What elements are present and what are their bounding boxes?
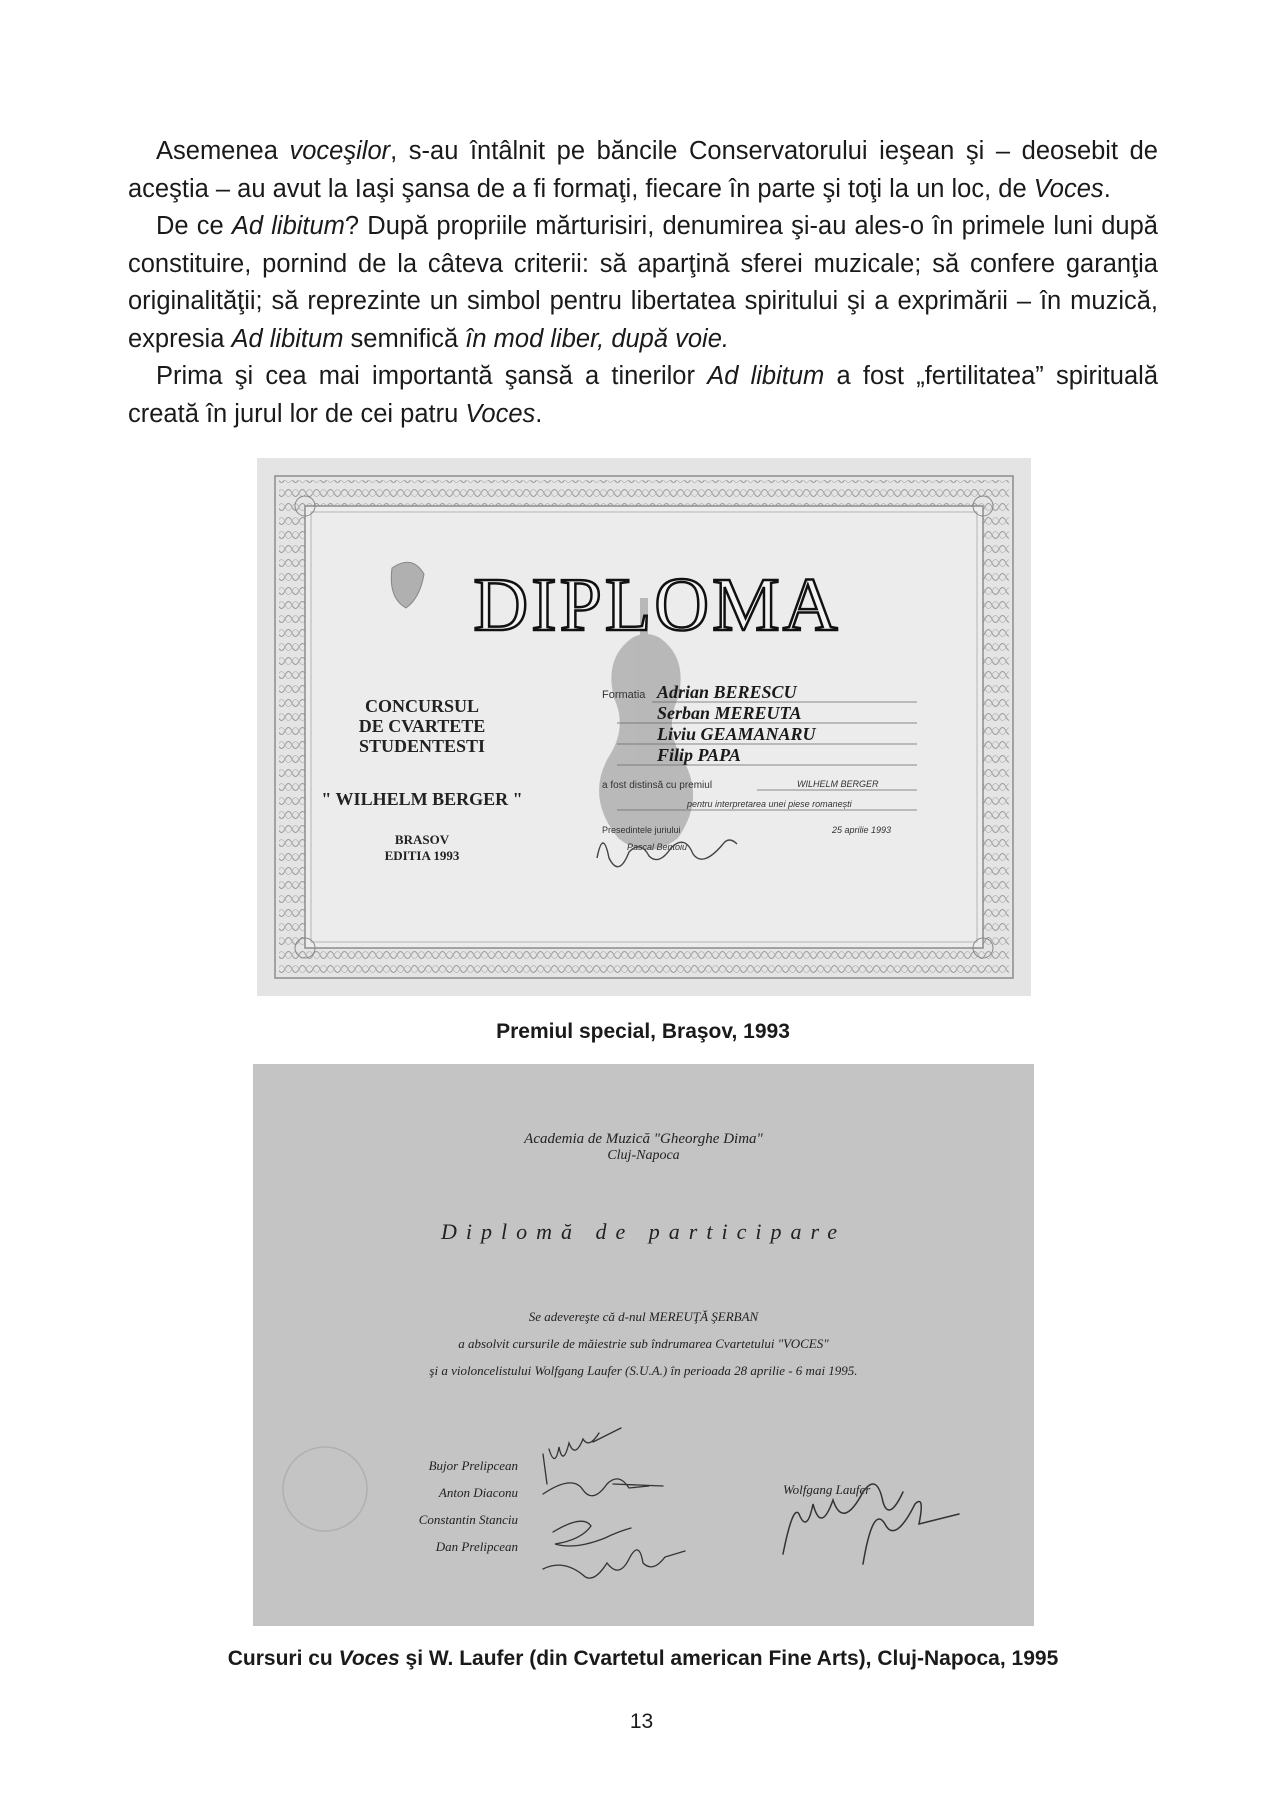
contest-line-2: DE CVARTETE [358, 716, 486, 736]
cluj-line-3: şi a violoncelistului Wolfgang Laufer (S.U.A.) în perioada 28 aprilie - 6 mai 1995. [429, 1363, 858, 1378]
signer-2: Anton Diaconu [438, 1485, 518, 1500]
guest-signer: Wolfgang Laufer [783, 1482, 871, 1497]
paragraph-2: De ce Ad libitum? După propriile mărturisiri, denumirea şi-au ales-o în primele luni după constituire, pornind de la câteva criterii: să aparţină sferei muzicale; să confere garanţia originalităţii; să reprezinte un simbol pentru libertatea spiritului şi a exprimării – în muzică, expresia Ad libitum semnifică în mod liber, după voie. [128, 212, 1158, 353]
caption-1: Premiul special, Braşov, 1993 [496, 1020, 790, 1043]
award-reason: pentru interpretarea unei piese romanești [687, 799, 852, 809]
stamp-icon [283, 1447, 367, 1531]
jury-label: Presedintele juriului [602, 825, 681, 835]
signature-2 [543, 1479, 663, 1496]
cluj-institution: Academia de Muzică "Gheorghe Dima" [524, 1131, 763, 1147]
award-value: WILHELM BERGER [797, 779, 879, 789]
member-4: Filip PAPA [657, 745, 741, 765]
member-1: Adrian BERESCU [657, 682, 797, 702]
paragraph-3: Prima şi cea mai importantă şansă a tinerilor Ad libitum a fost „fertilitatea” spirituală creată în jurul lor de cei patru Voces. [128, 362, 1159, 428]
diploma-title: DIPLOMA [473, 563, 841, 647]
caption-2: Cursuri cu Voces şi W. Laufer (din Cvartetul american Fine Arts), Cluj-Napoca, 1995 [227, 1647, 1059, 1670]
cluj-line-2: a absolvit cursurile de măiestrie sub îndrumarea Cvartetului "VOCES" [458, 1336, 829, 1351]
paragraph-1: Asemenea voceşilor, s-au întâlnit pe băncile Conservatorului ieşean şi – deosebit de aceştia – au avut la Iaşi şansa de a fi formaţi, fiecare în parte şi toţi la un loc, de Voces. [128, 137, 1158, 203]
signature-4 [543, 1550, 685, 1578]
contest-line-1: CONCURSUL [364, 696, 480, 716]
contest-edition: EDITIA 1993 [384, 848, 460, 863]
cluj-title: Diplomă de participare [441, 1219, 846, 1244]
diploma-cluj-image [253, 1064, 1034, 1626]
page-number: 13 [629, 1710, 654, 1733]
diploma-brasov-image [257, 458, 1031, 996]
diploma-date: 25 aprilie 1993 [832, 825, 892, 835]
contest-line-3: STUDENTESTI [358, 736, 486, 756]
signer-1: Bujor Prelipcean [428, 1458, 518, 1473]
signer-3: Constantin Stanciu [418, 1512, 518, 1527]
member-2: Serban MEREUTA [657, 703, 802, 723]
signature-laufer [783, 1484, 959, 1564]
signature-3 [553, 1521, 631, 1546]
cluj-city: Cluj-Napoca [607, 1148, 680, 1163]
formatia-label: Formatia [602, 689, 646, 701]
contest-name: " WILHELM BERGER " [321, 789, 523, 809]
signer-4: Dan Prelipcean [435, 1539, 518, 1554]
cluj-line-1: Se adevereşte că d-nul MEREUŢĂ ŞERBAN [528, 1309, 759, 1324]
contest-city: BRASOV [394, 832, 450, 847]
jury-name: Pascal Bentoiu [627, 842, 688, 852]
signature-1 [543, 1428, 621, 1484]
member-3: Liviu GEAMANARU [657, 724, 816, 744]
award-label: a fost distinsă cu premiul [602, 780, 713, 791]
